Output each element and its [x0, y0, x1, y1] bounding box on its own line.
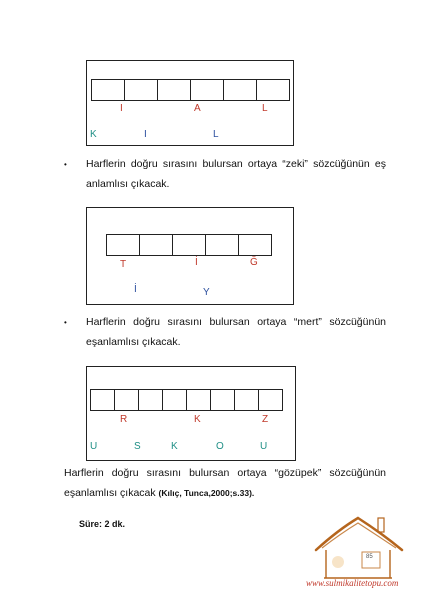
letter-cell[interactable] [91, 79, 125, 101]
letter-cell[interactable] [210, 389, 235, 411]
letter-cell[interactable] [162, 389, 187, 411]
letter-cells-3 [90, 389, 283, 411]
instruction-line: Harflerin doğru sırasını bulursan ortaya “mert” sözcüğünün [86, 316, 386, 328]
house-logo-icon [308, 512, 408, 582]
instruction-line: eşanlamlısı çıkacak [64, 487, 156, 499]
letter-cell[interactable] [205, 234, 239, 256]
letter-cell[interactable] [190, 79, 224, 101]
letter-cells-2 [106, 234, 272, 256]
instruction-text-1 [86, 154, 386, 194]
letter-cell[interactable] [258, 389, 283, 411]
letter-cell[interactable] [234, 389, 259, 411]
scrambled-letter: I [120, 103, 123, 114]
puzzle-box-3 [86, 366, 296, 461]
letter-cell[interactable] [114, 389, 139, 411]
instruction-text-3 [64, 463, 386, 503]
letter-cell[interactable] [223, 79, 257, 101]
letter-cell[interactable] [138, 389, 163, 411]
letter-cell[interactable] [157, 79, 191, 101]
scrambled-letter: O [216, 441, 224, 452]
scrambled-letter: S [134, 441, 141, 452]
scrambled-letter: U [90, 441, 98, 452]
scrambled-letter: L [262, 103, 268, 114]
scrambled-letter: İ [134, 284, 137, 295]
scrambled-letter: Y [203, 287, 210, 298]
letter-cell[interactable] [124, 79, 158, 101]
instruction-text-2 [86, 312, 386, 352]
scrambled-letter: L [213, 129, 219, 140]
site-logo [308, 512, 408, 597]
instruction-line: anlamlısı çıkacak. [86, 178, 170, 190]
instruction-line: Harflerin doğru sırasını bulursan ortaya “zeki” sözcüğünün eş [86, 158, 386, 170]
scrambled-letter: K [194, 414, 201, 425]
letter-cells-1 [91, 79, 290, 101]
instruction-line-with-citation [64, 483, 386, 503]
scrambled-letter: A [194, 103, 201, 114]
duration-label: Süre: 2 dk. [79, 519, 126, 529]
letter-cell[interactable] [186, 389, 211, 411]
letter-cell[interactable] [256, 79, 290, 101]
scrambled-letter: K [171, 441, 178, 452]
instruction-line: Harflerin doğru sırasını bulursan ortaya “gözüpek” sözcüğünün [64, 467, 386, 479]
bullet: • [64, 318, 67, 327]
instruction-line: eşanlamlısı çıkacak. [86, 336, 181, 348]
letter-cell[interactable] [238, 234, 272, 256]
letter-cell[interactable] [90, 389, 115, 411]
puzzle-box-1 [86, 60, 294, 146]
bullet: • [64, 160, 67, 169]
citation: (Kılıç, Tunca,2000;s.33). [158, 488, 255, 498]
page-number: 85 [366, 554, 373, 560]
puzzle-box-2 [86, 207, 294, 305]
scrambled-letter: İ [195, 257, 198, 268]
scrambled-letter: T [120, 259, 127, 270]
letter-cell[interactable] [106, 234, 140, 256]
site-url: www.sulmikalitetopu.com [306, 578, 399, 588]
scrambled-letter: Z [262, 414, 269, 425]
letter-cell[interactable] [139, 234, 173, 256]
scrambled-letter: U [260, 441, 268, 452]
scrambled-letter: I [144, 129, 147, 140]
scrambled-letter: Ğ [250, 257, 258, 268]
letter-cell[interactable] [172, 234, 206, 256]
scrambled-letter: K [90, 129, 97, 140]
scrambled-letter: R [120, 414, 128, 425]
